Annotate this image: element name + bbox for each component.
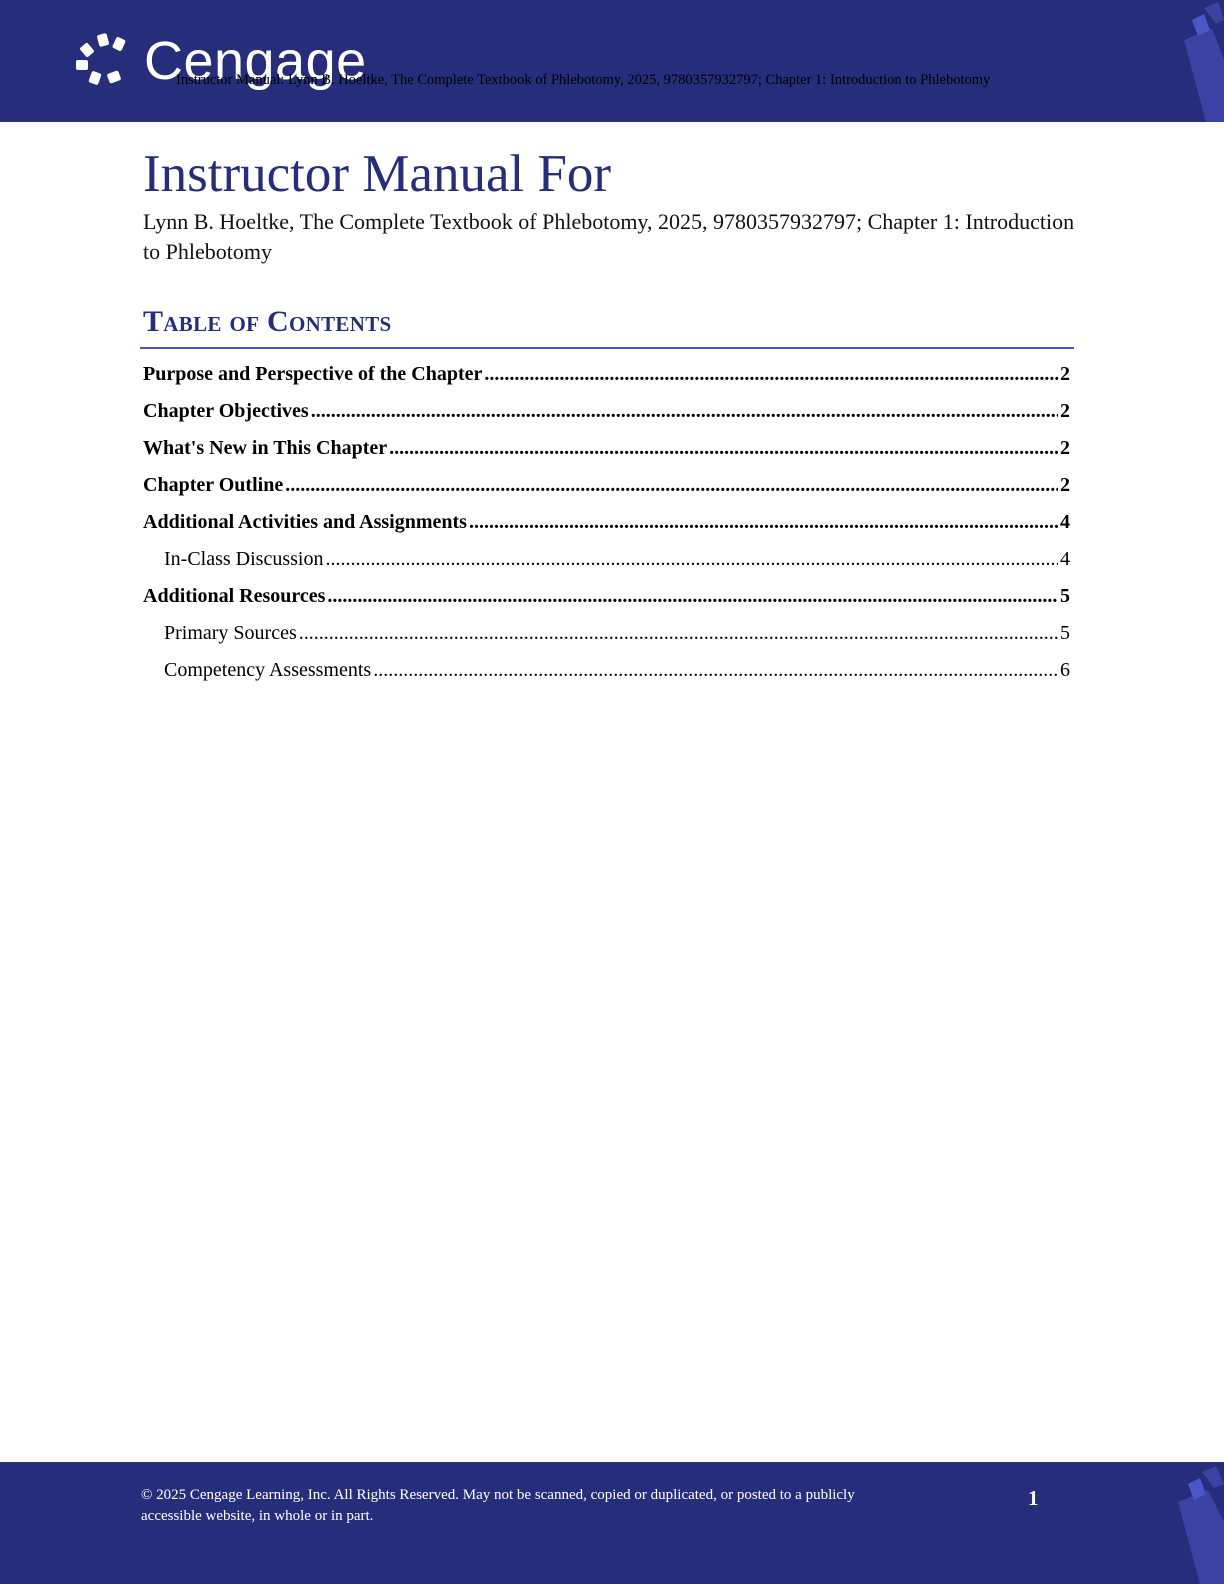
cengage-logo-mark-icon [74, 30, 136, 92]
dot-leader [311, 400, 1058, 423]
dot-leader [389, 437, 1058, 460]
toc-heading: Table of Contents [143, 305, 392, 338]
toc-entry-page: 4 [1060, 548, 1070, 570]
toc-entry-label: Purpose and Perspective of the Chapter [143, 363, 483, 385]
toc-entry-page: 2 [1060, 400, 1070, 422]
toc-entry-label: Additional Activities and Assignments [143, 511, 467, 533]
toc-entry-chapter-objectives[interactable] [143, 400, 1070, 437]
toc-entry-label: Chapter Objectives [143, 400, 309, 422]
toc-entry-label: Competency Assessments [164, 659, 372, 681]
dot-leader [373, 659, 1058, 682]
running-header: Instructor Manual: Lynn B. Hoeltke, The Complete Textbook of Phlebotomy, 2025, 9780357932797; Chapter 1: Introduction to Phlebotomy [176, 72, 991, 88]
copyright-notice: © 2025 Cengage Learning, Inc. All Rights Reserved. May not be scanned, copied or duplicated, or posted to a publicly accessible website, in whole or in part. [141, 1487, 855, 1524]
header-band [0, 0, 1224, 122]
toc-entry-label: In-Class Discussion [164, 548, 324, 570]
dot-leader [299, 622, 1058, 645]
table-of-contents [143, 363, 1070, 696]
toc-entry-page: 6 [1060, 659, 1070, 681]
brand-name: Cengage [144, 31, 367, 91]
toc-entry-page: 4 [1060, 511, 1070, 533]
document-title: Instructor Manual For [143, 145, 612, 203]
dot-leader [325, 548, 1058, 571]
toc-entry-label: Chapter Outline [143, 474, 284, 496]
dot-leader [285, 474, 1058, 497]
dot-leader [484, 363, 1058, 386]
toc-entry-purpose-and-perspective[interactable] [143, 363, 1070, 400]
toc-entry-whats-new[interactable] [143, 437, 1070, 474]
toc-entry-page: 5 [1060, 585, 1070, 607]
toc-entry-page: 2 [1060, 474, 1070, 496]
toc-entry-additional-resources[interactable] [143, 585, 1070, 622]
toc-entry-page: 2 [1060, 363, 1070, 385]
toc-entry-primary-sources[interactable] [143, 622, 1070, 659]
dot-leader [327, 585, 1058, 608]
toc-entry-label: Primary Sources [164, 622, 297, 644]
page-number: 1 [1028, 1486, 1039, 1510]
toc-entry-page: 5 [1060, 622, 1070, 644]
toc-entry-page: 2 [1060, 437, 1070, 459]
toc-entry-label: What's New in This Chapter [143, 437, 388, 459]
toc-entry-in-class-discussion[interactable] [143, 548, 1070, 585]
dot-leader [469, 511, 1058, 534]
decorative-corner-graphic [1134, 1462, 1224, 1584]
toc-entry-competency-assessments[interactable] [143, 659, 1070, 696]
toc-entry-additional-activities[interactable] [143, 511, 1070, 548]
decorative-corner-graphic [1134, 0, 1224, 122]
toc-entry-label: Additional Resources [143, 585, 326, 607]
toc-entry-chapter-outline[interactable] [143, 474, 1070, 511]
toc-divider [140, 347, 1074, 349]
document-subtitle: Lynn B. Hoeltke, The Complete Textbook of Phlebotomy, 2025, 9780357932797; Chapter 1: Introduction to Phlebotomy [143, 209, 1075, 264]
